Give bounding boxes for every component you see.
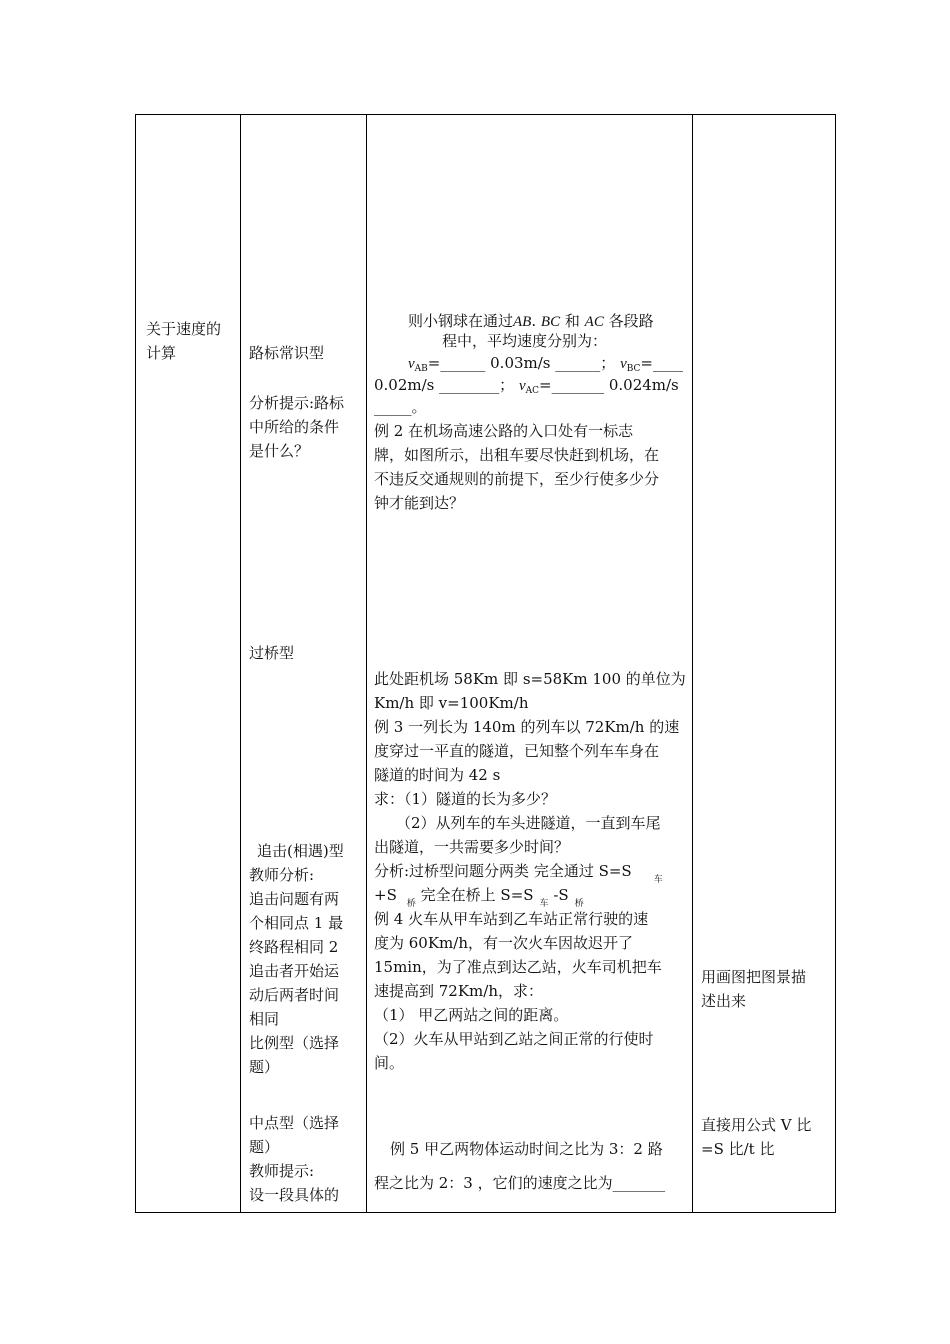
example4-text: 速提高到 72Km/h，求： [374, 982, 543, 1000]
hint-line: 终路程相同 2 [249, 938, 339, 956]
example3-text: 隧道的时间为 42 s [374, 766, 501, 784]
type-label: 比例型（选择 [249, 1034, 340, 1052]
type-label: 追击(相遇)型 [257, 842, 344, 860]
hint-line: 个相同点 1 最 [249, 914, 344, 932]
column-divider [692, 115, 693, 1212]
example3-text: （2）从列车的车头进隧道，一直到车尾 [396, 814, 661, 832]
hint-line: 教师分析: [249, 866, 315, 884]
type-label: 题） [249, 1058, 280, 1076]
example2-text: 钟才能到达？ [374, 494, 465, 512]
example4-text: 间。 [374, 1054, 405, 1072]
example4-text: （1） 甲乙两站之间的距离。 [374, 1006, 569, 1024]
topic-line: 关于速度的 [146, 320, 222, 338]
example5-text: 程之比为 2：3 ，它们的速度之比为_______ [374, 1174, 666, 1192]
example2-text: 例 2 在机场高速公路的入口处有一标志 [374, 422, 634, 440]
example1-text: 则小钢球在通过AB. BC 和 AC 各段路 [408, 312, 654, 330]
example4-text: 度为 60Km/h，有一次火车因故迟开了 [374, 934, 634, 952]
bridge-analysis: +S $_桥$ 完全在桥上 S=S $_车$ -S $_桥$ [374, 886, 584, 909]
velocity-answers: $v_{AB}=\_\_\_\_\_\_$ 0.03m/s ______； $v_{BC}=\_\_\_\_$ [408, 354, 683, 374]
lesson-table [135, 114, 836, 1213]
example3-text: 例 3 一列长为 140m 的列车以 72Km/h 的速 [374, 718, 680, 736]
type-label: 过桥型 [249, 644, 295, 662]
example4-text: （2）火车从甲站到乙站之间正常的行使时 [374, 1030, 654, 1048]
example2-answer: Km/h 即 v=100Km/h [374, 694, 529, 712]
example4-text: 15min，为了准点到达乙站，火车司机把车 [374, 958, 662, 976]
topic-line: 计算 [146, 344, 177, 362]
example3-text: 求：（1）隧道的长为多少？ [374, 790, 557, 808]
hint-line: 相同 [249, 1010, 280, 1028]
velocity-answers: _____。 [374, 398, 427, 416]
hint-line: 动后两者时间 [249, 986, 340, 1004]
note-line: 直接用公式 V 比 [701, 1116, 812, 1134]
bridge-analysis: 分析:过桥型问题分两类 完全通过 S=S $_车$ [374, 862, 663, 885]
column-divider [240, 115, 241, 1212]
hint-line: 追击者开始运 [249, 962, 340, 980]
hint-line: 追击问题有两 [249, 890, 340, 908]
example5-text: 例 5 甲乙两物体运动时间之比为 3：2 路 [390, 1140, 663, 1158]
example2-text: 不违反交通规则的前提下，至少行使多少分 [374, 470, 660, 488]
column-divider [366, 115, 367, 1212]
note-line: =S 比/t 比 [701, 1140, 775, 1158]
type-label: 路标常识型 [249, 344, 325, 362]
example3-text: 度穿过一平直的隧道，已知整个列车车身在 [374, 742, 660, 760]
velocity-answers: 0.02m/s ________； $v_{AC}=\_\_\_\_\_\_\_$ 0.024m/s [374, 376, 679, 396]
note-line: 述出来 [701, 992, 747, 1010]
example3-text: 出隧道，一共需要多少时间？ [374, 838, 570, 856]
note-line: 用画图把图景描 [701, 968, 807, 986]
example2-text: 牌，如图所示，出租车要尽快赶到机场，在 [374, 446, 660, 464]
example2-answer: 此处距机场 58Km 即 s=58Km 100 的单位为 [374, 670, 686, 688]
type-label: 中点型（选择 [249, 1114, 340, 1132]
type-label: 题） [249, 1138, 280, 1156]
example4-text: 例 4 火车从甲车站到乙车站正常行驶的速 [374, 910, 649, 928]
hint-line: 是什么？ [249, 442, 310, 460]
hint-line: 分析提示:路标 [249, 394, 345, 412]
hint-line: 中所给的条件 [249, 418, 340, 436]
hint-line: 设一段具体的 [249, 1186, 340, 1204]
hint-line: 教师提示: [249, 1162, 315, 1180]
example1-text: 程中，平均速度分别为： [442, 332, 608, 350]
